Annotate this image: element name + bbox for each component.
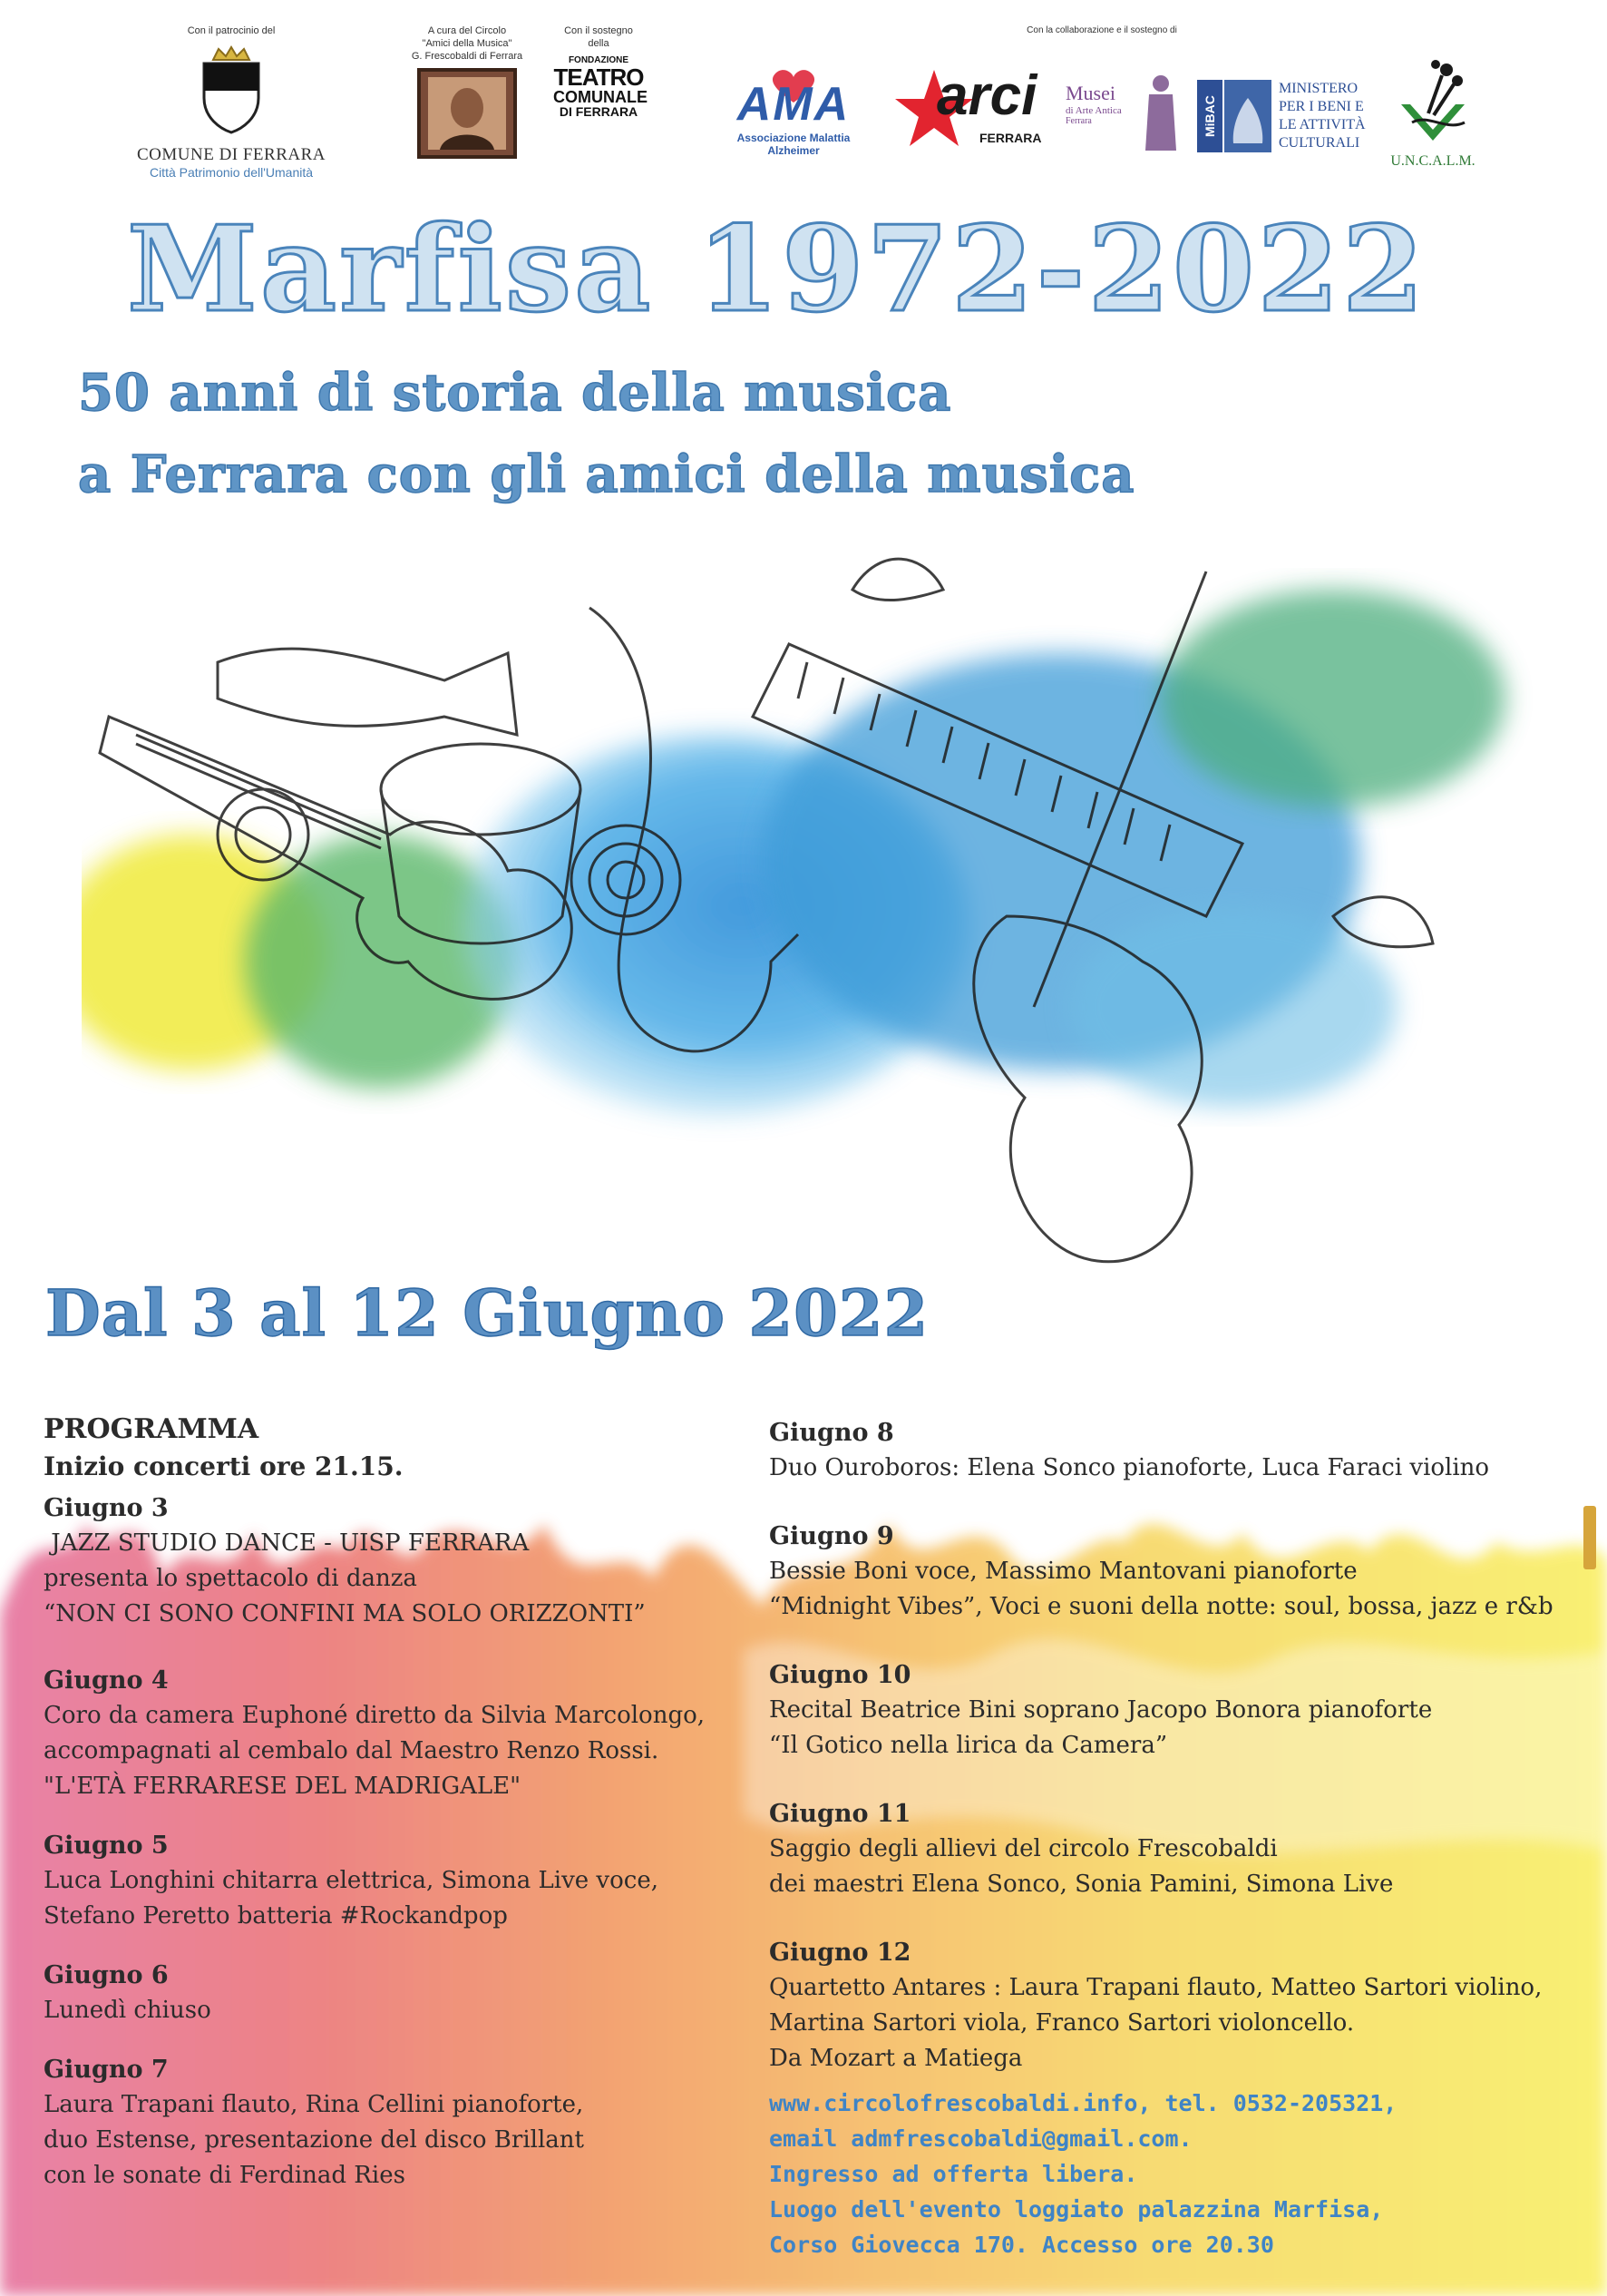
event-dates: Dal 3 al 12 Giugno 2022 [45,1275,930,1351]
day-entry [44,1663,733,1804]
mibac-statue-icon [1224,80,1271,152]
mibac-line1: MINISTERO [1279,81,1359,96]
day-heading: Giugno 5 [44,1832,169,1860]
day-entry [769,1796,1585,1902]
day-heading: Giugno 9 [769,1522,894,1550]
side-printer-tag [1583,1506,1596,1569]
contact-website-phone: www.circolofrescobaldi.info, tel. 0532-205321, [769,2090,1398,2116]
mibac-mark-text: MiBAC [1203,95,1217,137]
day-line: Duo Ouroboros: Elena Sonco pianoforte, Luca Faraci violino [769,1454,1490,1481]
mibac-text [1279,80,1366,152]
day-entry [44,1828,733,1934]
day-line: "L'ETÀ FERRARESE DEL MADRIGALE" [44,1773,521,1800]
frescobaldi-portrait-icon [417,68,517,159]
day-line: presenta lo spettacolo di danza [44,1565,417,1592]
comune-caption: Con il patrocinio del [187,25,276,36]
uncalm-logo [1383,59,1483,177]
day-line: accompagnati al cembalo dal Maestro Renzo Rossi. [44,1737,659,1764]
day-entry [44,2052,733,2193]
day-line: Stefano Peretto batteria #Rockandpop [44,1902,508,1930]
day-line: JAZZ STUDIO DANCE - UISP FERRARA [44,1529,530,1557]
sponsor-circolo [390,25,544,162]
teatro-logo-line4: DI FERRARA [559,103,638,119]
teatro-logo-line2: TEATRO [553,63,644,91]
comune-name: COMUNE DI FERRARA [136,144,326,164]
comune-subtitle: Città Patrimonio dell'Umanità [149,164,314,180]
circolo-caption-1: A cura del Circolo [427,25,507,36]
day-line: Recital Beatrice Bini soprano Jacopo Bonora pianoforte [769,1696,1433,1724]
sponsor-teatro [553,25,648,119]
arci-caption: FERRARA [979,131,1042,145]
arci-wordmark: arci [937,64,1037,127]
day-entry [769,1415,1585,1486]
mibac-logo [1197,80,1369,161]
comune-crest-icon [197,44,266,134]
ama-wordmark: AMA [736,78,851,131]
musei-line3: Ferrara [1066,116,1092,126]
day-entry [769,1657,1585,1764]
day-line: Martina Sartori viola, Franco Sartori violoncello. [769,2009,1355,2037]
day-heading: Giugno 6 [44,1961,169,1989]
musei-logo [1066,82,1183,163]
mibac-mark [1197,80,1222,152]
day-line: Lunedì chiuso [44,1997,211,2024]
day-entry [769,1519,1585,1625]
day-line: Saggio degli allievi del circolo Frescobaldi [769,1835,1278,1862]
day-heading: Giugno 3 [44,1494,169,1522]
program-start-time: Inizio concerti ore 21.15. [44,1451,404,1481]
mibac-line4: CULTURALI [1279,135,1360,151]
ama-caption: Associazione Malattia Alzheimer [736,132,851,157]
uncalm-caption: U.N.C.A.L.M. [1390,153,1476,169]
music-instruments-illustration [82,535,1551,1370]
day-line: Luca Longhini chitarra elettrica, Simona Live voce, [44,1867,658,1894]
sponsor-comune [118,25,345,180]
day-line: Bessie Boni voce, Massimo Mantovani pianoforte [769,1558,1358,1585]
day-line: con le sonate di Ferdinad Ries [44,2162,405,2189]
day-line: dei maestri Elena Sonco, Sonia Pamini, Simona Live [769,1871,1394,1898]
teatro-caption-2: della [588,37,609,49]
day-heading: Giugno 7 [44,2056,169,2084]
teatro-logo-line1: FONDAZIONE [568,54,629,65]
uncalm-emblem-icon [1392,59,1474,150]
musei-figure-icon [1138,71,1183,152]
day-heading: Giugno 11 [769,1800,911,1828]
day-line: Coro da camera Euphoné diretto da Silvia Marcolongo, [44,1702,706,1729]
circolo-caption-3: G. Frescobaldi di Ferrara [411,50,523,62]
teatro-logo-line3: COMUNALE [553,87,648,106]
day-line: “Il Gotico nella lirica da Camera” [769,1732,1168,1759]
day-line: “NON CI SONO CONFINI MA SOLO ORIZZONTI” [44,1600,646,1627]
day-line: Laura Trapani flauto, Rina Cellini pianoforte, [44,2091,584,2118]
contact-email: email admfrescobaldi@gmail.com. [769,2125,1193,2152]
musei-line2: di Arte Antica [1066,105,1122,116]
subtitle-line-2: a Ferrara con gli amici della musica [78,445,1135,504]
teatro-caption-1: Con il sostegno [564,25,633,36]
program-left-column [44,1411,733,2193]
day-line: “Midnight Vibes”, Voci e suoni della notte: soul, bossa, jazz e r&b [769,1593,1553,1620]
sponsor-collab-caption [1011,25,1193,37]
contact-info [769,2086,1585,2262]
mibac-line2: PER I BENI E [1279,99,1364,114]
contact-address: Corso Giovecca 170. Accesso ore 20.30 [769,2232,1274,2258]
arci-logo [893,64,1047,154]
day-heading: Giugno 10 [769,1661,911,1689]
program-heading: PROGRAMMA [44,1413,259,1445]
day-heading: Giugno 12 [769,1939,911,1967]
contact-venue: Luogo dell'evento loggiato palazzina Marfisa, [769,2196,1384,2223]
contact-entry: Ingresso ad offerta libera. [769,2161,1138,2187]
day-heading: Giugno 4 [44,1666,169,1695]
ama-logo [716,77,871,157]
day-line: Quartetto Antares : Laura Trapani flauto, Matteo Sartori violino, [769,1974,1543,2001]
day-heading: Giugno 8 [769,1419,894,1447]
day-entry [769,1935,1585,2076]
circolo-caption-2: "Amici della Musica" [422,37,512,49]
teatro-logo [553,54,648,119]
day-entry [44,1490,733,1632]
program-right-column [769,1415,1585,2262]
day-line: duo Estense, presentazione del disco Brillant [44,2126,584,2154]
musei-line1: Musei [1066,82,1115,104]
day-entry [44,1958,733,2028]
mibac-line3: LE ATTIVITÀ [1279,117,1366,132]
day-line: Da Mozart a Matiega [769,2045,1023,2072]
page-title: Marfisa 1972-2022 [127,200,1427,338]
subtitle-line-1: 50 anni di storia della musica [78,363,952,423]
collab-caption: Con la collaborazione e il sostegno di [1027,25,1177,35]
